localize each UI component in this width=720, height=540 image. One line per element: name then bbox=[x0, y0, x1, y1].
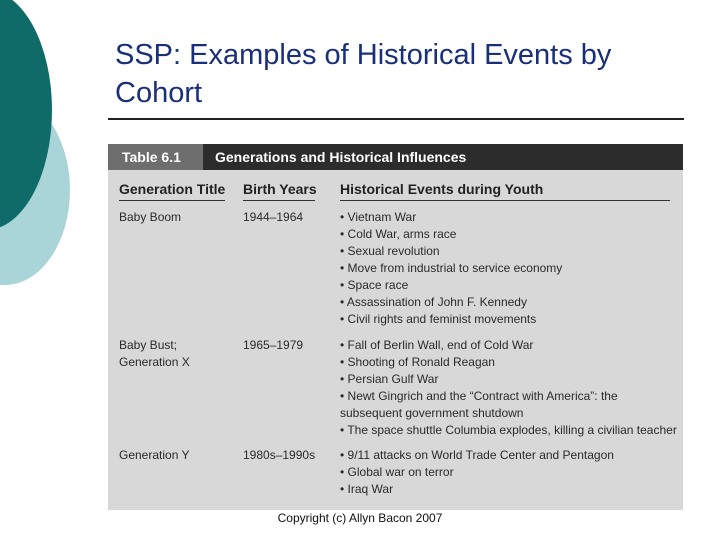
event-item: • Space race bbox=[340, 278, 409, 292]
cell-birth-years: 1980s–1990s bbox=[243, 448, 316, 462]
column-underline bbox=[243, 200, 315, 201]
table-name: Generations and Historical Influences bbox=[215, 149, 467, 165]
column-header-birth-years: Birth Years bbox=[243, 181, 317, 197]
event-item: • Newt Gingrich and the “Contract with America”: the bbox=[340, 389, 618, 403]
event-item: • Sexual revolution bbox=[340, 244, 440, 258]
table-image bbox=[108, 144, 683, 510]
cell-generation bbox=[119, 337, 190, 371]
event-item: subsequent government shutdown bbox=[340, 406, 524, 420]
event-item: • Move from industrial to service economy bbox=[340, 261, 563, 275]
cell-generation: Generation Y bbox=[119, 448, 190, 462]
table-number: Table 6.1 bbox=[108, 144, 203, 170]
column-underline bbox=[340, 200, 670, 201]
table-header-bar bbox=[108, 144, 683, 170]
event-item: • Persian Gulf War bbox=[340, 372, 439, 386]
event-item: • Global war on terror bbox=[340, 465, 454, 479]
cell-birth-years: 1944–1964 bbox=[243, 210, 304, 224]
event-item: • Cold War, arms race bbox=[340, 227, 457, 241]
cell-generation: Baby Boom bbox=[119, 210, 182, 224]
cell-birth-years: 1965–1979 bbox=[243, 338, 304, 352]
column-header-generation: Generation Title bbox=[119, 181, 226, 197]
copyright-footer: Copyright (c) Allyn Bacon 2007 bbox=[277, 511, 443, 525]
title-divider bbox=[108, 118, 684, 120]
event-item: • Shooting of Ronald Reagan bbox=[340, 355, 495, 369]
cell-events-list bbox=[340, 337, 677, 439]
column-underline bbox=[119, 200, 225, 201]
event-item: • Fall of Berlin Wall, end of Cold War bbox=[340, 338, 534, 352]
cell-events-list bbox=[340, 447, 614, 498]
event-item: • 9/11 attacks on World Trade Center and Pentagon bbox=[340, 448, 614, 462]
event-item: • Vietnam War bbox=[340, 210, 417, 224]
slide-title: SSP: Examples of Historical Events by Cohort bbox=[115, 39, 612, 109]
event-item: • The space shuttle Columbia explodes, killing a civilian teacher bbox=[340, 423, 677, 437]
generation-line: Generation X bbox=[119, 355, 190, 369]
generation-line: Baby Bust; bbox=[119, 338, 178, 352]
column-header-events: Historical Events during Youth bbox=[340, 181, 544, 197]
event-item: • Iraq War bbox=[340, 482, 394, 496]
event-item: • Civil rights and feminist movements bbox=[340, 312, 537, 326]
cell-events-list bbox=[340, 209, 562, 328]
event-item: • Assassination of John F. Kennedy bbox=[340, 295, 527, 309]
